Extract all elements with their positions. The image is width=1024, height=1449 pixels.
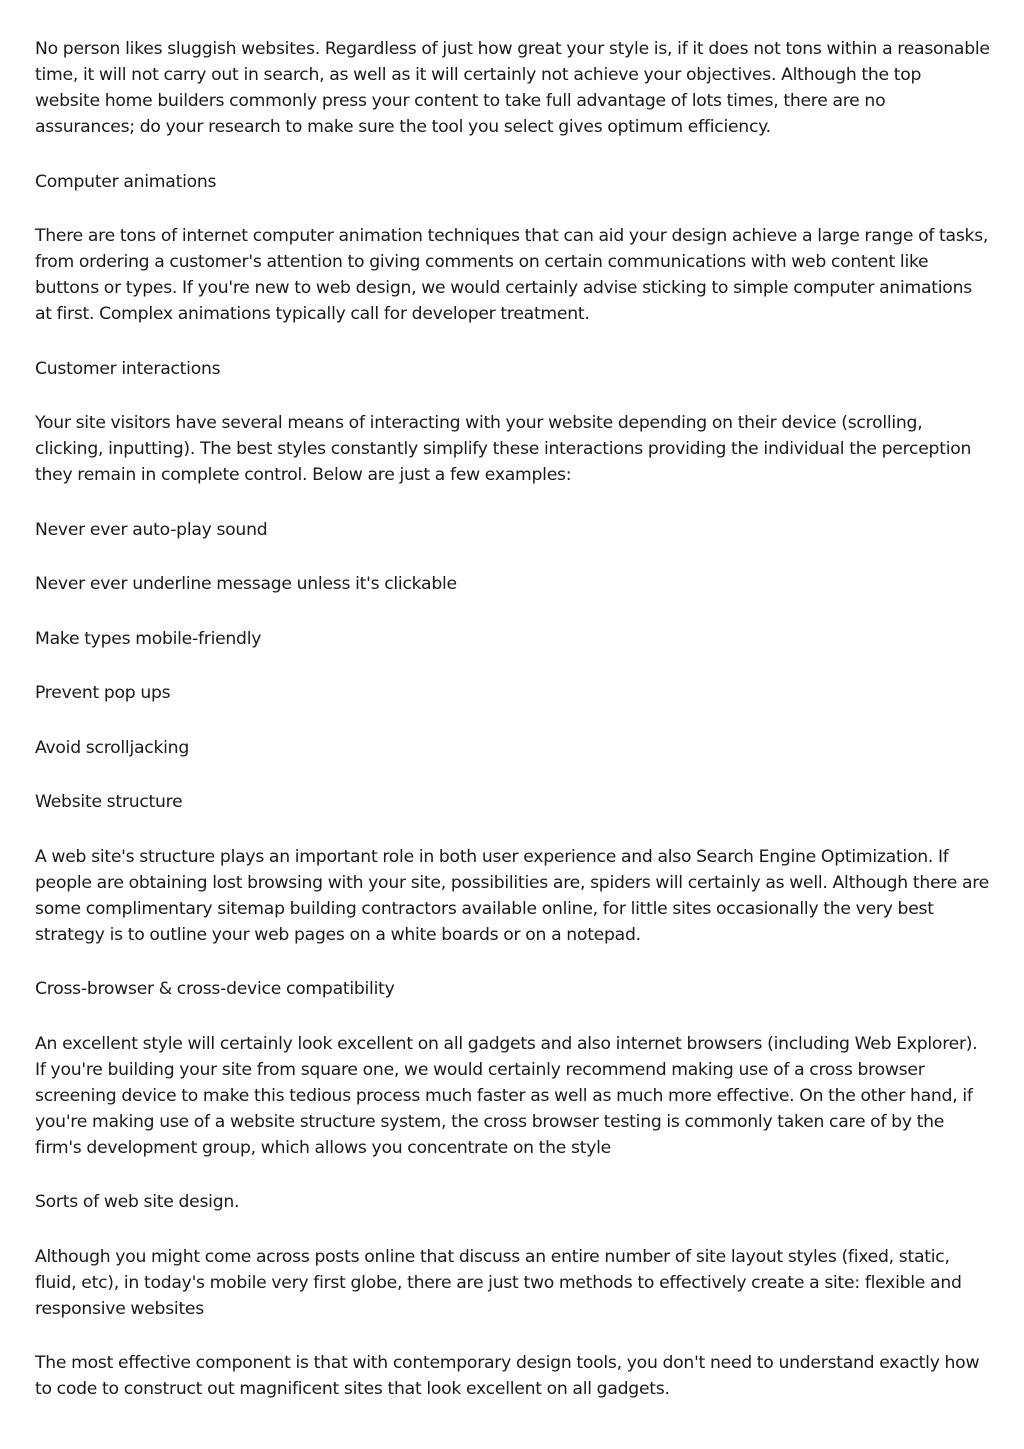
heading-customer-interactions: Customer interactions bbox=[35, 358, 221, 379]
paragraph-structure: A web site's structure plays an important role in both user experience and also Search Engine Optimization. If people are obtaining lost browsing with your site, possibilities are, spiders will certainly as well. Although there are some complimentary sitemap building contractors available online, for little sites occasionally the very best strategy is to outline your web pages on a white boards or on a notepad. bbox=[35, 846, 990, 945]
list-item-scrolljacking: Avoid scrolljacking bbox=[35, 737, 189, 758]
list-item-pop-ups: Prevent pop ups bbox=[35, 683, 171, 703]
list-item-auto-play: Never ever auto-play sound bbox=[35, 519, 268, 540]
heading-compatibility: Cross-browser & cross-device compatibility bbox=[35, 979, 395, 999]
list-item-underline: Never ever underline message unless it's clickable bbox=[35, 574, 457, 594]
paragraph-design-tools: The most effective component is that with contemporary design tools, you don't need to understand exactly how to code to construct out magnificent sites that look excellent on all gadgets. bbox=[35, 1353, 980, 1399]
heading-computer-animations: Computer animations bbox=[35, 171, 217, 192]
paragraph-compatibility: An excellent style will certainly look excellent on all gadgets and also internet browsers (including Web Explorer). If you're building your site from square one, we would certainly recommend making use of a cross browser screening device to make this tedious process much faster as well as much more effective. On the other hand, if you're making use of a website structure system, the cross browser testing is commonly taken care of by the firm's development group, which allows you concentrate on the style bbox=[35, 1033, 978, 1158]
heading-website-structure: Website structure bbox=[35, 792, 183, 812]
paragraph-interactions: Your site visitors have several means of interacting with your website depending on their device (scrolling, clicking, inputting). The best styles constantly simplify these interactions providing the individual the perception they remain in complete control. Below are just a few examples: bbox=[35, 413, 972, 485]
heading-site-design-sorts: Sorts of web site design. bbox=[35, 1192, 240, 1212]
list-item-mobile-forms: Make types mobile-friendly bbox=[35, 628, 262, 649]
paragraph-layout-styles: Although you might come across posts online that discuss an entire number of site layout styles (fixed, static, fluid, etc), in today's mobile very first globe, there are just two methods to effectively create a site: flexible and responsive websites bbox=[35, 1246, 962, 1319]
paragraph-animations: There are tons of internet computer animation techniques that can aid your design achieve a large range of tasks, from ordering a customer's attention to giving comments on certain communications with web content like buttons or types. If you're new to web design, we would certainly advise sticking to simple computer animations at first. Complex animations typically call for developer treatment. bbox=[35, 226, 989, 324]
paragraph-intro: No person likes sluggish websites. Regardless of just how great your style is, if it does not tons within a reasonable time, it will not carry out in search, as well as it will certainly not achieve your objectives. Although the top website home builders commonly press your content to take full advantage of lots times, there are no assurances; do your research to make sure the tool you select gives optimum efficiency. bbox=[35, 39, 990, 137]
